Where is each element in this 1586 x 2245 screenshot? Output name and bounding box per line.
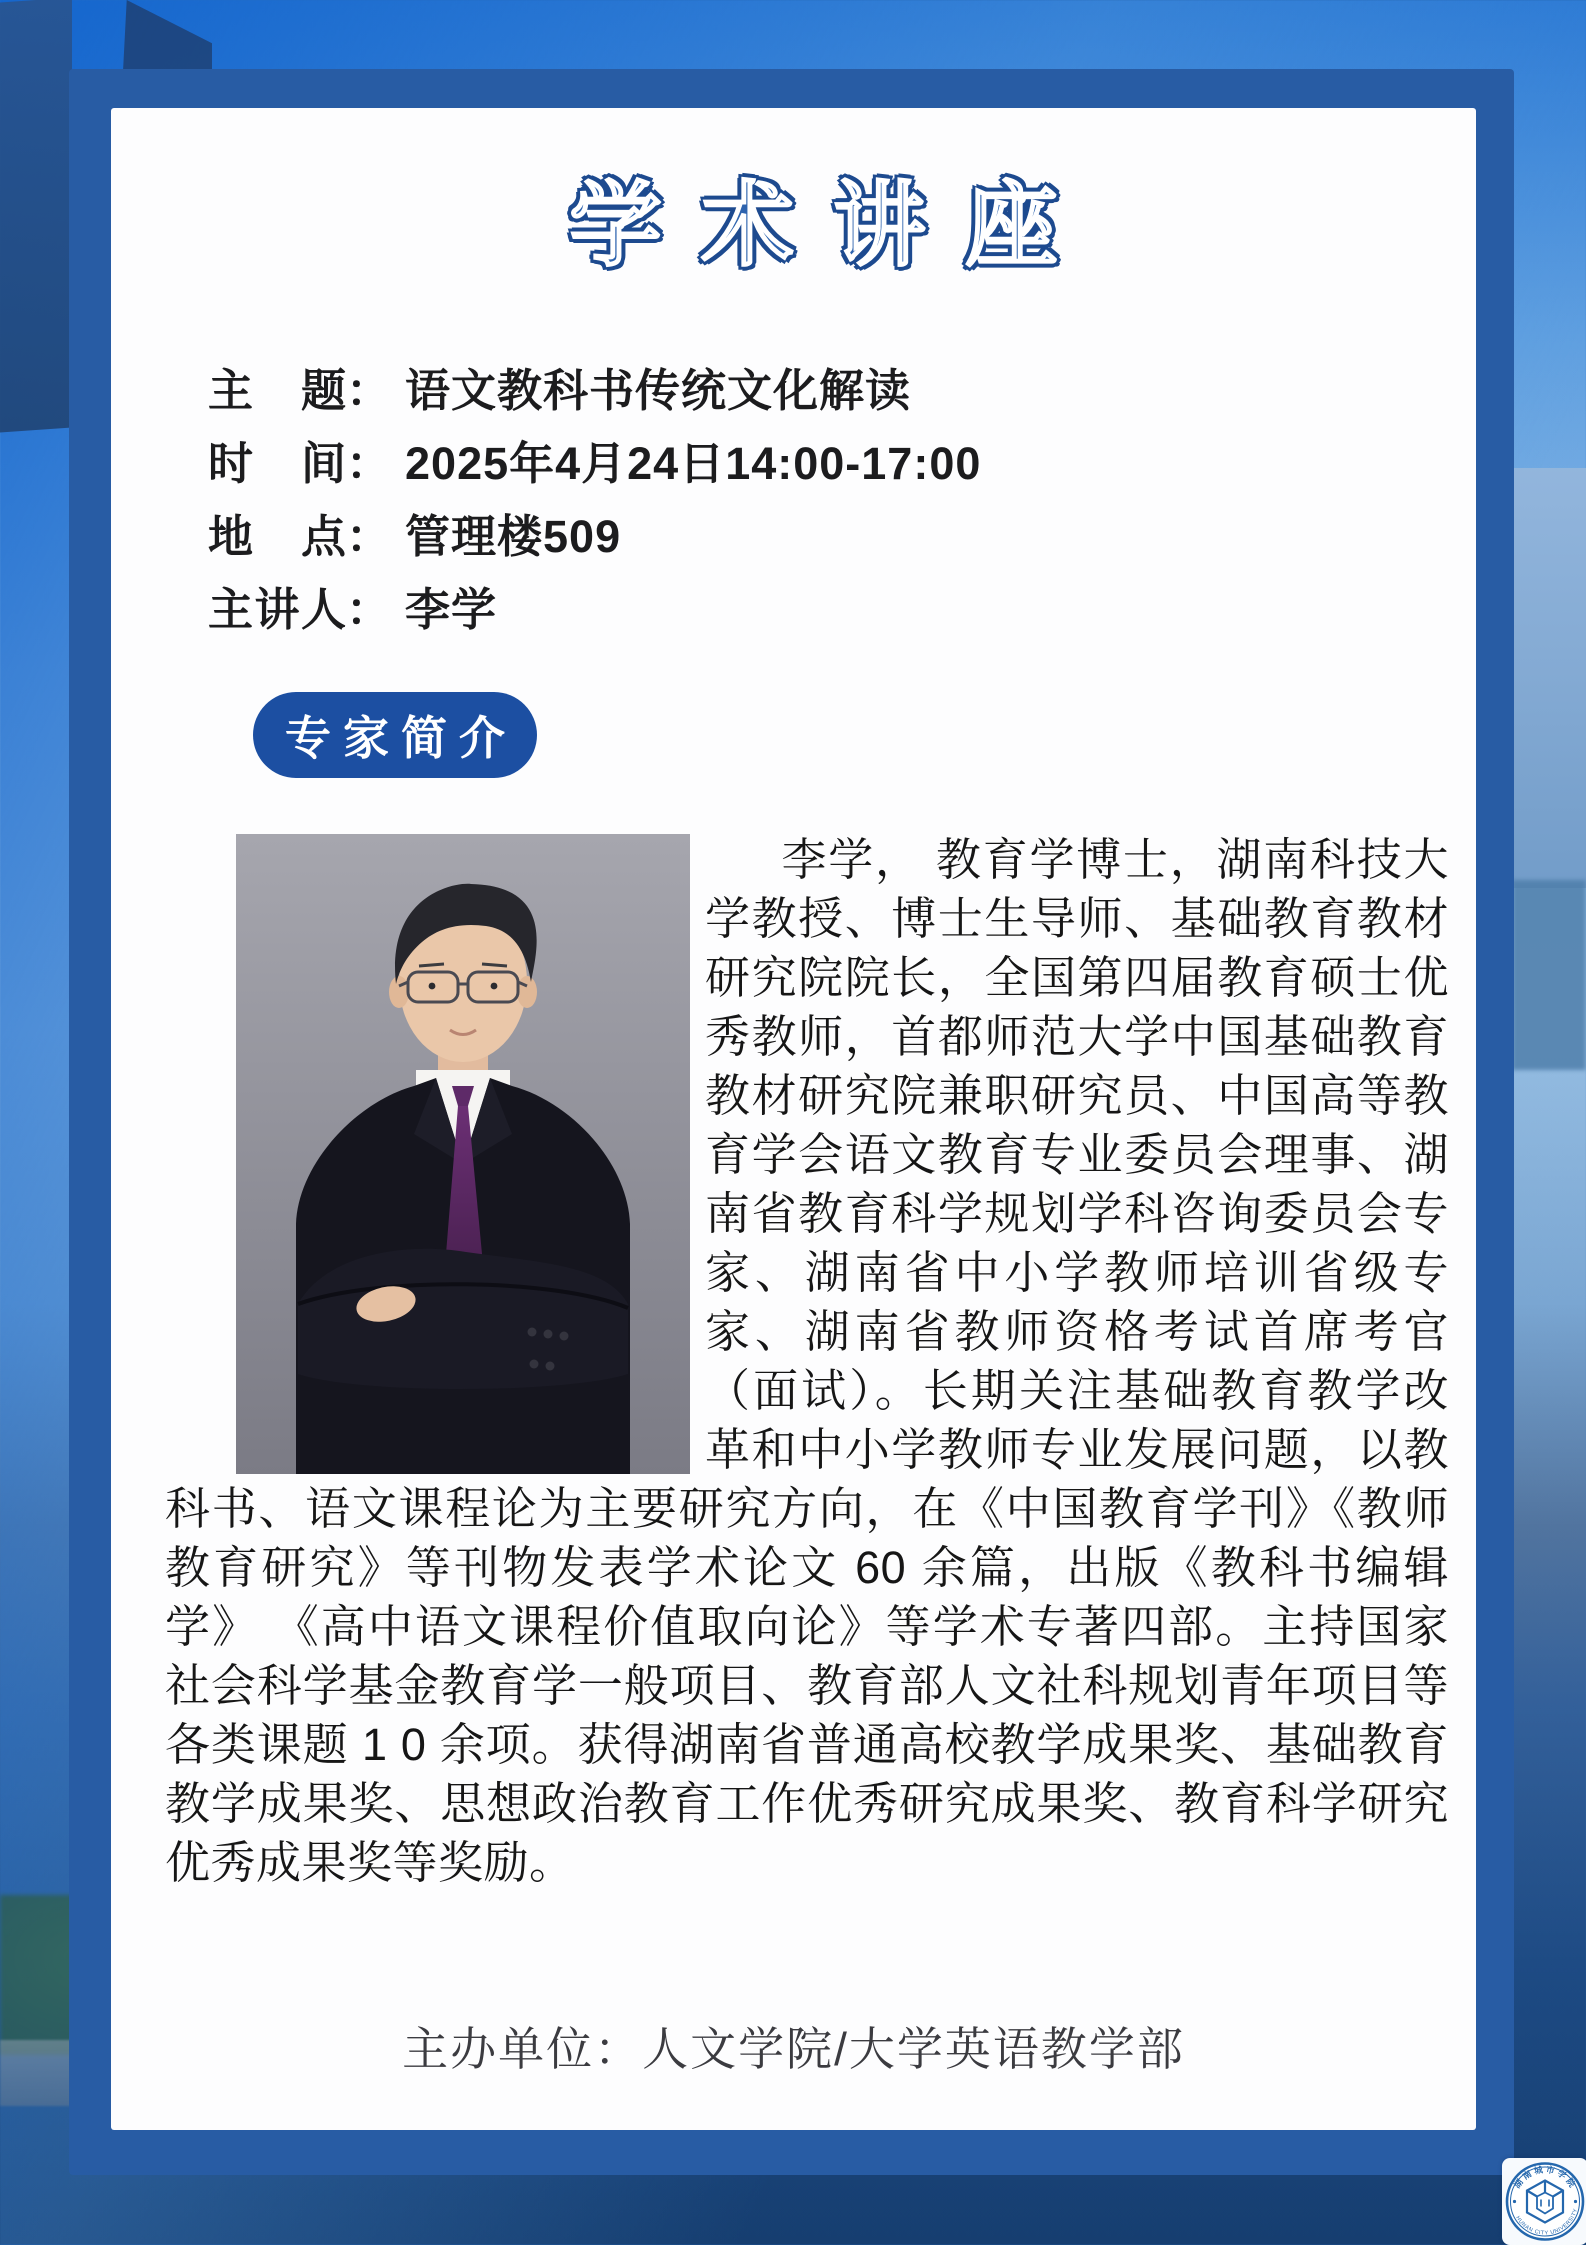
- speaker-bio-text: 李学， 教育学博士，湖南科技大学教授、博士生导师、基础教育教材研究院院长，全国第四届教育硕士优秀教师，首都师范大学中国基础教育教材研究院兼职研究员、中国高等教育学会语文教育专业委员会理事、湖南省教育科学规划学科咨询委员会专家、湖南省中小学教师培训省级专家、湖南省教师资格考试首席考官（面试）。长期关注基础教育教学改革和中小学教师专业发展问题，以教科书、语文课程论为主要研究方向，在《中国教育学刊》《教师教育研究》等刊物发表学术论文 60 余篇，出版《教科书编辑学》 《高中语文课程价值取向论》等学术专著四部。主持国家社会科学基金教育学一般项目、教育部人文社科规划青年项目等各类课题 1 0 余项。获得湖南省普通高校教学成果奖、基础教育教学成果奖、思想政治教育工作优秀研究成果奖、教育科学研究优秀成果奖等奖励。: [165, 834, 1449, 1888]
- detail-location-value: 管理楼509: [405, 511, 622, 562]
- speaker-bio: [165, 830, 1449, 1892]
- detail-speaker: [208, 585, 981, 658]
- lecture-details: [208, 366, 981, 658]
- speaker-photo: [236, 834, 690, 1474]
- expert-intro-badge: 专家简介: [253, 692, 537, 778]
- detail-location: [208, 512, 981, 585]
- detail-time-label: 时间: [208, 438, 346, 489]
- background-building-left: [0, 0, 72, 433]
- poster-title: 学术讲座: [569, 175, 1098, 277]
- detail-speaker-colon: ：: [346, 584, 392, 635]
- detail-location-label: 地点: [208, 511, 346, 562]
- detail-speaker-value: 李学: [405, 584, 498, 635]
- detail-topic-value: 语文教科书传统文化解读: [405, 365, 912, 416]
- poster-frame: [69, 69, 1514, 2175]
- background-trees-right: [1512, 880, 1586, 1070]
- organizer-footer: 主办单位：人文学院/大学英语教学部: [402, 2023, 1185, 2075]
- logo-chinese-text: 湖南城市学院: [1511, 2164, 1579, 2192]
- logo-english-text: HUNAN CITY UNIVERSITY: [1514, 2207, 1580, 2237]
- detail-time: [208, 439, 981, 512]
- detail-time-colon: ：: [346, 438, 392, 489]
- detail-speaker-label: 主讲人: [208, 584, 346, 635]
- detail-location-colon: ：: [346, 511, 392, 562]
- poster-card: [111, 108, 1476, 2130]
- detail-topic: [208, 366, 981, 439]
- detail-topic-label: 主题: [208, 365, 346, 416]
- background-building-right: [1512, 468, 1586, 888]
- university-logo: [1502, 2158, 1586, 2245]
- detail-topic-colon: ：: [346, 365, 392, 416]
- detail-time-value: 2025年4月24日14:00-17:00: [405, 438, 982, 489]
